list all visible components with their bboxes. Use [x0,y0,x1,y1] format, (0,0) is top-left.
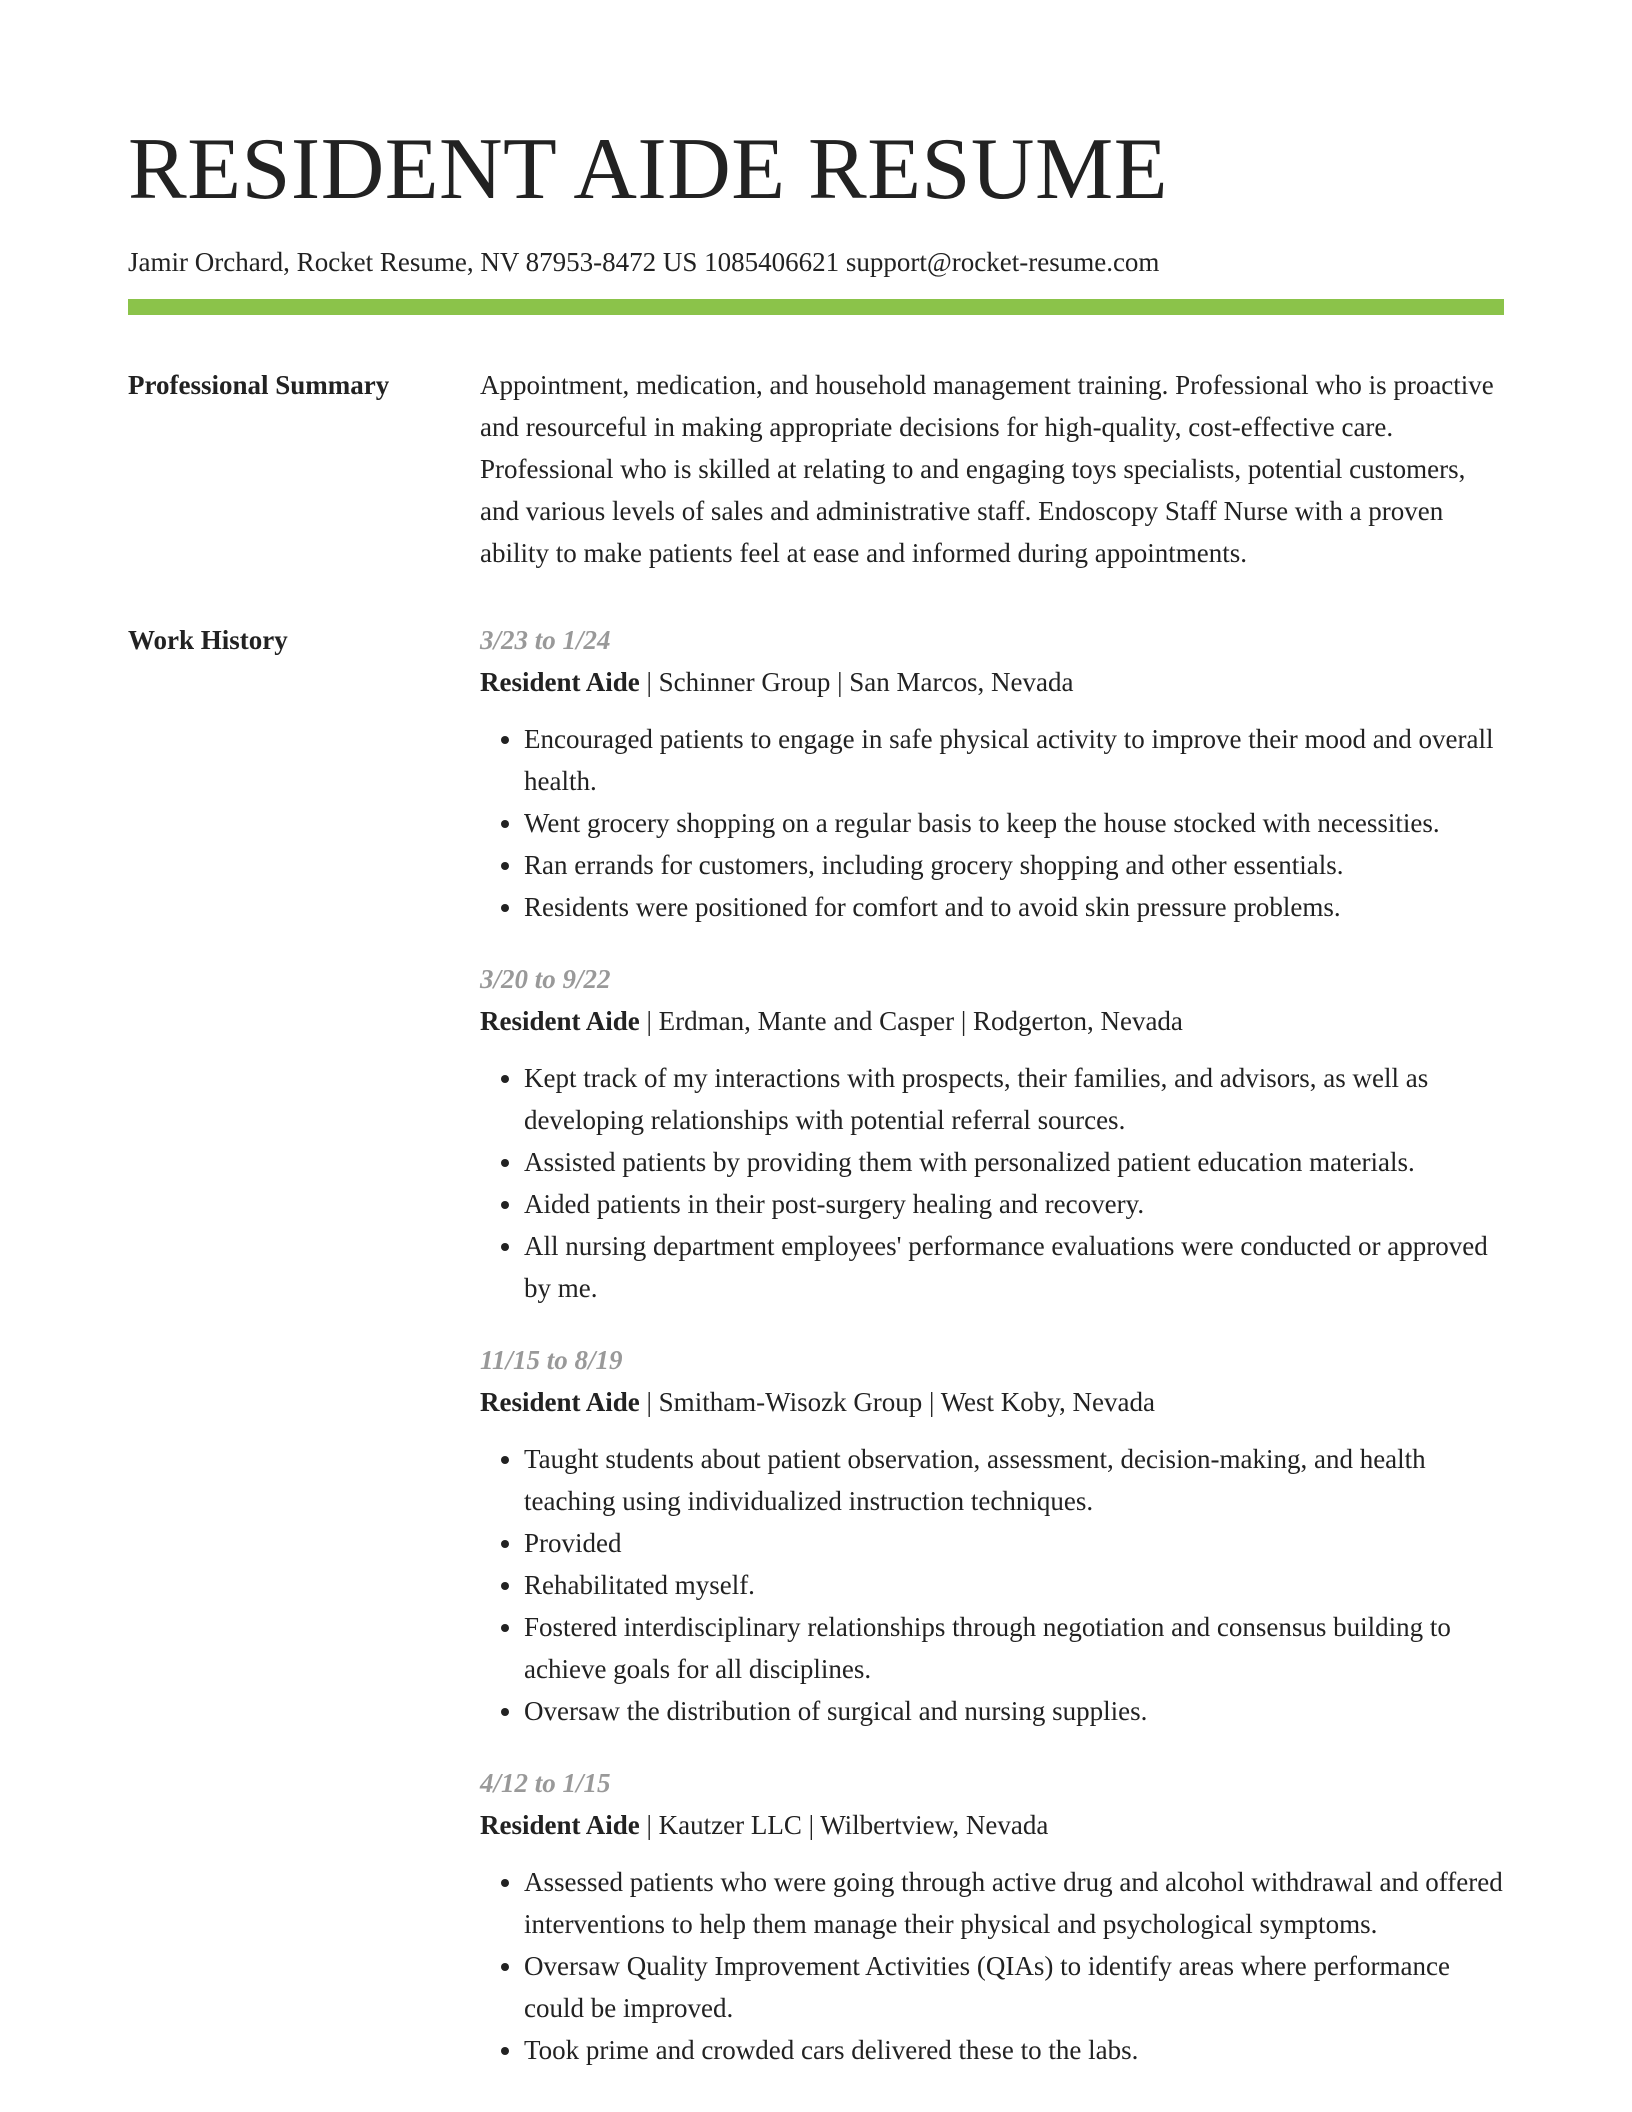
job-bullet-list [480,1438,1504,1732]
job-dates: 3/23 to 1/24 [480,625,611,655]
summary-body [480,364,1504,574]
job-role: Resident Aide [480,1006,640,1036]
job-dates: 4/12 to 1/15 [480,1768,611,1798]
job-bullet: • Went grocery shopping on a regular basis to keep the house stocked with necessities. [524,802,1504,844]
job-bullet-list [480,1861,1504,2071]
job-title-line [480,661,1504,703]
job-entry [480,619,1504,928]
summary-heading: Professional Summary [128,370,390,400]
job-entry [480,1339,1504,1732]
job-bullet-list [480,718,1504,928]
work-history-section [128,620,1504,2101]
job-bullet: • Assisted patients by providing them with personalized patient education materials. [524,1141,1504,1183]
job-bullet: • Ran errands for customers, including grocery shopping and other essentials. [524,844,1504,886]
job-details: | Schinner Group | San Marcos, Nevada [639,667,1074,697]
header-divider [128,299,1504,315]
job-bullet-list [480,1057,1504,1309]
job-bullet: • Rehabilitated myself. [524,1564,1504,1606]
job-dates: 11/15 to 8/19 [480,1345,623,1375]
work-history-body [480,619,1504,2101]
job-bullet: • Provided [524,1522,1504,1564]
job-bullet: • Aided patients in their post-surgery healing and recovery. [524,1183,1504,1225]
job-bullet: • Encouraged patients to engage in safe physical activity to improve their mood and overall health. [524,718,1504,802]
job-role: Resident Aide [480,1810,640,1840]
job-details: | Erdman, Mante and Casper | Rodgerton, Nevada [639,1006,1183,1036]
contact-line: Jamir Orchard, Rocket Resume, NV 87953-8472 US 1085406621 support@rocket-resume.com [128,247,1160,277]
job-title-line [480,1804,1504,1846]
resume-page [128,0,1504,2101]
summary-text: Appointment, medication, and household management training. Professional who is proactive and resourceful in making appropriate decisions for high-quality, cost-effective care. Professional who is skilled at relating to and engaging toys specialists, potential customers, and various levels of sales and administrative staff. Endoscopy Staff Nurse with a proven ability to make patients feel at ease and informed during appointments. [480,370,1494,568]
job-role: Resident Aide [480,667,640,697]
job-role: Resident Aide [480,1387,640,1417]
job-bullet: • Taught students about patient observation, assessment, decision-making, and health teaching using individualized instruction techniques. [524,1438,1504,1522]
job-bullet: • Residents were positioned for comfort and to avoid skin pressure problems. [524,886,1504,928]
resume-title: RESIDENT AIDE RESUME [128,121,1168,218]
job-bullet: • Oversaw Quality Improvement Activities (QIAs) to identify areas where performance could be improved. [524,1945,1504,2029]
job-bullet: • Oversaw the distribution of surgical and nursing supplies. [524,1690,1504,1732]
job-bullet: • Fostered interdisciplinary relationships through negotiation and consensus building to achieve goals for all disciplines. [524,1606,1504,1690]
job-dates: 3/20 to 9/22 [480,964,611,994]
job-bullet: • Kept track of my interactions with prospects, their families, and advisors, as well as developing relationships with potential referral sources. [524,1057,1504,1141]
job-title-line [480,1381,1504,1423]
job-title-line [480,1000,1504,1042]
summary-section [128,365,1504,574]
job-details: | Kautzer LLC | Wilbertview, Nevada [639,1810,1049,1840]
job-bullet: • All nursing department employees' performance evaluations were conducted or approved by me. [524,1225,1504,1309]
job-bullet: • Took prime and crowded cars delivered these to the labs. [524,2029,1504,2071]
job-bullet: • Assessed patients who were going through active drug and alcohol withdrawal and offered interventions to help them manage their physical and psychological symptoms. [524,1861,1504,1945]
job-entry [480,1762,1504,2071]
job-entry [480,958,1504,1309]
job-details: | Smitham-Wisozk Group | West Koby, Nevada [639,1387,1155,1417]
work-history-heading: Work History [128,625,288,655]
